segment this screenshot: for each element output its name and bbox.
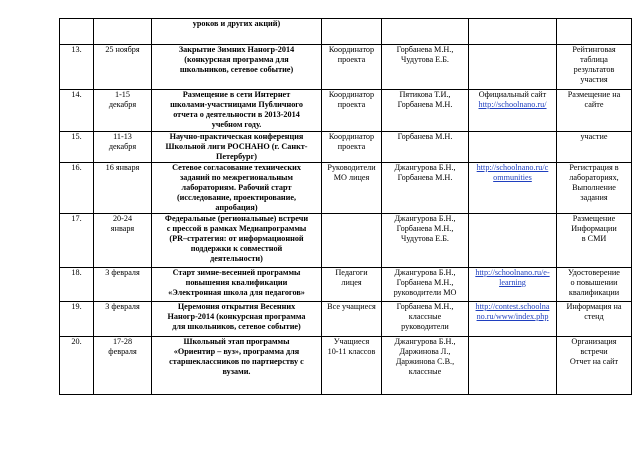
cell-number: 15. <box>60 132 94 163</box>
cell-result <box>557 19 632 45</box>
cell-text-line: Старт зимне-весенней программы <box>172 268 301 277</box>
cell-text-line: Горбанева М.Н., <box>396 302 454 311</box>
cell-result <box>557 45 632 90</box>
cell-date <box>94 90 152 132</box>
cell-date <box>94 19 152 45</box>
cell-responsible <box>382 337 469 395</box>
cell-text-line: Информация на <box>566 302 622 311</box>
cell-text-line: Учащиеся <box>333 337 370 346</box>
cell-text-line: повышения квалификации <box>185 278 288 287</box>
cell-text-line: Даржинова Л., <box>399 347 451 356</box>
cell-responsible <box>382 90 469 132</box>
cell-responsible <box>382 163 469 214</box>
cell-number: 13. <box>60 45 94 90</box>
cell-number: 18. <box>60 268 94 302</box>
site-link[interactable]: learning <box>499 278 526 287</box>
cell-result <box>557 132 632 163</box>
cell-text-line: февраля <box>108 347 137 356</box>
cell-text-line: проекта <box>337 55 366 64</box>
cell-text-line: проекта <box>337 142 366 151</box>
cell-text-line: поддержки к совместной <box>190 244 283 253</box>
cell-text-line: Джангурова Б.Н., <box>394 214 456 223</box>
cell-participants <box>322 132 382 163</box>
cell-responsible <box>382 45 469 90</box>
cell-text-line: Петербург) <box>215 152 258 161</box>
cell-event-name <box>152 214 322 268</box>
cell-text-line: уроков и других акций) <box>192 19 281 28</box>
cell-date <box>94 132 152 163</box>
cell-event-name <box>152 19 322 45</box>
cell-participants <box>322 90 382 132</box>
cell-text-line: сайте <box>584 100 604 109</box>
cell-text-line: Школьный этап программы <box>183 337 290 346</box>
cell-text-line: лицея <box>341 278 362 287</box>
cell-text-line: школами-участницами Публичного <box>170 100 303 109</box>
cell-result <box>557 214 632 268</box>
site-link[interactable]: http://schoolnano.ru/e- <box>475 268 550 277</box>
cell-result <box>557 302 632 337</box>
cell-text-line: Церемония открытия Весенних <box>177 302 296 311</box>
cell-text-line: января <box>110 224 135 233</box>
site-link[interactable]: ommunities <box>493 173 532 182</box>
cell-participants <box>322 214 382 268</box>
cell-text-line: школьников, сетевое событие) <box>179 65 294 74</box>
cell-text-line: (конкурсная программа для <box>184 55 289 64</box>
cell-text-line: Горбанева М.Н., <box>396 278 454 287</box>
cell-text-line: вузами. <box>222 367 251 376</box>
site-link[interactable]: http://contest.schoolna <box>475 302 550 311</box>
cell-text-line: классные <box>408 367 442 376</box>
table-row <box>60 337 632 395</box>
cell-text-line: Джангурова Б.Н., <box>394 337 456 346</box>
cell-text-line: Педагоги <box>335 268 368 277</box>
cell-text-line: Горбанева М.Н., <box>396 224 454 233</box>
events-table <box>59 18 632 395</box>
cell-text-line: Выполнение <box>572 183 616 192</box>
cell-result <box>557 90 632 132</box>
cell-text-line: 20-24 <box>112 214 133 223</box>
cell-text-line: таблица <box>580 55 608 64</box>
cell-text-line: Федеральные (региональные) встречи <box>164 214 309 223</box>
cell-text-line: 16 января <box>105 163 140 172</box>
cell-text-line: 3 февраля <box>105 268 140 277</box>
cell-text-line: (PR–стратегия: от информационной <box>169 234 304 243</box>
cell-site <box>469 302 557 337</box>
cell-text-line: Официальный сайт <box>478 90 547 99</box>
cell-date <box>94 214 152 268</box>
cell-number <box>60 19 94 45</box>
cell-text-line: Удостоверение <box>568 268 620 277</box>
cell-text-line: учебном году. <box>211 120 262 129</box>
cell-text-line: квалификации <box>568 288 620 297</box>
table-row <box>60 214 632 268</box>
cell-text-line: 11-13 <box>113 132 132 141</box>
cell-responsible <box>382 302 469 337</box>
cell-participants <box>322 337 382 395</box>
cell-site <box>469 90 557 132</box>
cell-event-name <box>152 302 322 337</box>
cell-text-line: результатов <box>573 65 615 74</box>
cell-text-line: стенд <box>584 312 604 321</box>
cell-date <box>94 268 152 302</box>
table-row <box>60 90 632 132</box>
cell-text-line: 25 ноября <box>105 45 140 54</box>
cell-text-line: апробация) <box>215 203 258 212</box>
cell-text-line: Размещение в сети Интернет <box>182 90 291 99</box>
cell-text-line: для школьников, сетевое событие) <box>172 322 301 331</box>
cell-text-line: Размещение <box>572 214 616 223</box>
cell-date <box>94 163 152 214</box>
cell-text-line: Регистрация в <box>569 163 619 172</box>
cell-text-line: проекта <box>337 100 366 109</box>
cell-text-line: Закрытие Зимних Наногр-2014 <box>178 45 295 54</box>
cell-text-line: Наногр-2014 (конкурсная программа <box>167 312 306 321</box>
cell-text-line: Организация <box>571 337 617 346</box>
cell-responsible <box>382 268 469 302</box>
cell-text-line: декабря <box>108 142 137 151</box>
cell-text-line: 10-11 классов <box>327 347 376 356</box>
cell-text-line: Научно-практическая конференция <box>169 132 304 141</box>
cell-text-line: встречи <box>580 347 608 356</box>
site-link[interactable]: no.ru/www/index.php <box>476 312 549 321</box>
cell-text-line: руководители <box>401 322 449 331</box>
cell-event-name <box>152 163 322 214</box>
cell-text-line: 3 февраля <box>105 302 140 311</box>
cell-number: 19. <box>60 302 94 337</box>
cell-text-line: «Ориентир – вуз», программа для <box>173 347 300 356</box>
cell-responsible <box>382 132 469 163</box>
cell-text-line: Размещение на <box>567 90 621 99</box>
cell-site <box>469 19 557 45</box>
cell-number: 16. <box>60 163 94 214</box>
cell-text-line: 1-15 <box>114 90 130 99</box>
cell-text-line: Чудутова Е.Б. <box>401 234 449 243</box>
cell-result <box>557 268 632 302</box>
cell-text-line: Горбанева М.Н. <box>397 173 453 182</box>
cell-text-line: заданий по межрегиональным <box>179 173 294 182</box>
cell-text-line: Все учащиеся <box>327 302 376 311</box>
cell-text-line: декабря <box>108 100 137 109</box>
table-row <box>60 268 632 302</box>
cell-text-line: участие <box>580 132 608 141</box>
cell-text-line: Даржинова С.В., <box>395 357 455 366</box>
cell-text-line: в СМИ <box>581 234 607 243</box>
cell-participants <box>322 268 382 302</box>
cell-number: 14. <box>60 90 94 132</box>
cell-text-line: Горбанева М.Н., <box>396 45 454 54</box>
cell-text-line: участия <box>580 75 608 84</box>
cell-participants <box>322 302 382 337</box>
cell-responsible <box>382 19 469 45</box>
cell-text-line: Рейтинговая <box>572 45 616 54</box>
cell-text-line: деятельности) <box>210 254 263 263</box>
cell-text-line: Сетевое согласование технических <box>172 163 301 172</box>
cell-site <box>469 45 557 90</box>
cell-date <box>94 302 152 337</box>
cell-text-line: о повышении <box>570 278 618 287</box>
table-row <box>60 163 632 214</box>
cell-text-line: Джангурова Б.Н., <box>394 163 456 172</box>
cell-text-line: отчета о деятельности в 2013-2014 <box>173 110 300 119</box>
cell-date <box>94 337 152 395</box>
cell-text-line: старшеклассников по партнерству с <box>169 357 304 366</box>
cell-text-line: задания <box>580 193 608 202</box>
cell-result <box>557 163 632 214</box>
cell-text-line: (исследование, проектирование, <box>176 193 297 202</box>
table-row <box>60 19 632 45</box>
cell-site <box>469 132 557 163</box>
cell-number: 20. <box>60 337 94 395</box>
cell-result <box>557 337 632 395</box>
cell-number: 17. <box>60 214 94 268</box>
cell-text-line: Горбанева М.Н. <box>397 132 453 141</box>
cell-text-line: руководители МО <box>393 288 457 297</box>
cell-event-name <box>152 337 322 395</box>
cell-text-line: Отчет на сайт <box>569 357 619 366</box>
site-link[interactable]: http://schoolnano.ru/c <box>476 163 549 172</box>
cell-event-name <box>152 132 322 163</box>
cell-text-line: Джангурова Б.Н., <box>394 268 456 277</box>
cell-text-line: классные <box>408 312 442 321</box>
cell-text-line: Горбанева М.Н. <box>397 100 453 109</box>
cell-text-line: Координатор <box>328 45 375 54</box>
cell-event-name <box>152 268 322 302</box>
cell-text-line: «Электронная школа для педагогов» <box>168 288 305 297</box>
cell-text-line: Координатор <box>328 132 375 141</box>
cell-text-line: Руководители <box>327 163 376 172</box>
cell-site <box>469 163 557 214</box>
cell-site <box>469 268 557 302</box>
cell-participants <box>322 19 382 45</box>
cell-date <box>94 45 152 90</box>
cell-event-name <box>152 90 322 132</box>
cell-participants <box>322 45 382 90</box>
cell-text-line: с прессой в рамках Медиапрограммы <box>166 224 307 233</box>
cell-text-line: МО лицея <box>333 173 370 182</box>
cell-text-line: Пятикова Т.И., <box>399 90 451 99</box>
cell-site <box>469 337 557 395</box>
table-row <box>60 45 632 90</box>
cell-text-line: лабораториях, <box>569 173 619 182</box>
cell-event-name <box>152 45 322 90</box>
table-row <box>60 132 632 163</box>
site-link[interactable]: http://schoolnano.ru/ <box>478 100 547 109</box>
cell-text-line: Школьной лиги РОСНАНО (г. Санкт- <box>165 142 308 151</box>
cell-text-line: Координатор <box>328 90 375 99</box>
cell-text-line: Информации <box>571 224 617 233</box>
cell-participants <box>322 163 382 214</box>
cell-text-line: лабораториям. Рабочий старт <box>181 183 292 192</box>
cell-text-line: Чудутова Е.Б. <box>401 55 449 64</box>
cell-responsible <box>382 214 469 268</box>
table-row <box>60 302 632 337</box>
cell-text-line: 17-28 <box>112 337 133 346</box>
cell-site <box>469 214 557 268</box>
